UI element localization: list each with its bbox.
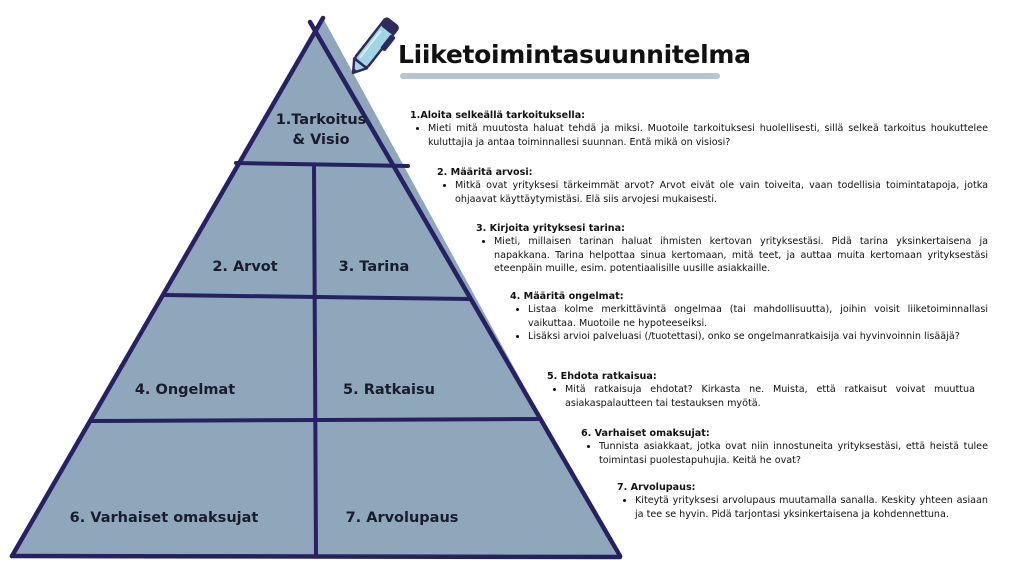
step-1-list (410, 122, 988, 149)
pyramid-label-tarina: 3. Tarina (338, 259, 410, 275)
step-5-list (547, 383, 975, 410)
step-3 (476, 222, 988, 276)
step-3-bullet-1: • Mieti, millaisen tarinan haluat ihmisten kertovan yrityksestäsi. Pidä tarina yksinkertaisena ja napakkana. Tarina helpottaa sinua kertomaan, mitä teet, ja auttaa muita kertomaan yrityksestäsi eteenpäin muille, esim. potentiaalisille uusille asiakkaille. (494, 235, 988, 275)
step-2-list (437, 179, 988, 206)
step-1 (410, 109, 988, 149)
page-title: Liiketoimintasuunnitelma (398, 40, 751, 69)
step-3-heading: 3. Kirjoita yrityksesi tarina: (476, 223, 625, 234)
step-7 (617, 481, 988, 521)
pyramid-label-ongelmat: 4. Ongelmat (134, 382, 236, 398)
step-4-heading: 4. Määritä ongelmat: (510, 291, 624, 302)
step-7-bullet-1: • Kiteytä yrityksesi arvolupaus muutamalla sanalla. Keskity yhteen asiaan ja tee se hyvin. Pidä tarjontasi yksinkertaisena ja kohdennettuna. (635, 494, 988, 521)
pyramid-label-arvolupaus: 7. Arvolupaus (345, 510, 459, 526)
step-6-heading: 6. Varhaiset omaksujat: (581, 428, 710, 439)
title-underline (400, 73, 720, 79)
pyramid-label-arvot: 2. Arvot (212, 259, 278, 275)
step-5 (547, 370, 975, 410)
step-7-heading: 7. Arvolupaus: (617, 482, 696, 493)
step-7-list (617, 494, 988, 521)
tarkoitus-line1: 1.Tarkoitus (275, 112, 367, 128)
pyramid-label-ratkaisu: 5. Ratkaisu (343, 382, 435, 398)
step-2-bullet-1: • Mitkä ovat yrityksesi tärkeimmät arvot? Arvot eivät ole vain toiveita, vaan todellisia toimintatapoja, jotka ohjaavat käyttäytymistäsi. Elä siis arvojesi mukaisesti. (455, 179, 988, 206)
step-6-list (581, 440, 988, 467)
step-4-bullet-1: • Listaa kolme merkittävintä ongelmaa (tai mahdollisuutta), joihin voisit liiketoiminnallasi vaikuttaa. Muotoile ne hypoteeseiksi. (528, 303, 988, 330)
pyramid-label-tarkoitus (268, 110, 374, 150)
step-2-heading: 2. Määritä arvosi: (437, 167, 533, 178)
step-4-bullet-2: • Lisäksi arvioi palveluasi (/tuotettasi), onko se ongelmanratkaisija vai hyvinvoinnin lisääjä? (528, 330, 988, 343)
step-5-heading: 5. Ehdota ratkaisua: (547, 371, 657, 382)
step-3-list (476, 235, 988, 275)
step-4 (510, 290, 988, 344)
step-6-bullet-1: • Tunnista asiakkaat, jotka ovat niin innostuneita yrityksestäsi, että heistä tulee toimintasi puolestapuhujia. Keitä he ovat? (599, 440, 988, 467)
step-4-list (510, 303, 988, 343)
step-1-bullet-1: • Mieti mitä muutosta haluat tehdä ja miksi. Muotoile tarkoituksesi huolellisesti, sillä selkeä tarkoitus houkuttelee kuluttajia ja antaa toiminnallesi suunnan. Entä mikä on visiosi? (428, 122, 988, 149)
pyramid-label-varhaiset: 6. Varhaiset omaksujat (69, 510, 259, 526)
tarkoitus-line2: & Visio (292, 132, 350, 148)
step-1-heading: 1.Aloita selkeällä tarkoituksella: (410, 110, 586, 121)
center-divider (314, 165, 316, 556)
step-5-bullet-1: • Mitä ratkaisuja ehdotat? Kirkasta ne. Muista, että ratkaisut voivat muuttua asiakaspalautteen tai testauksen myötä. (565, 383, 975, 410)
step-6 (581, 427, 988, 467)
step-2 (437, 166, 988, 206)
